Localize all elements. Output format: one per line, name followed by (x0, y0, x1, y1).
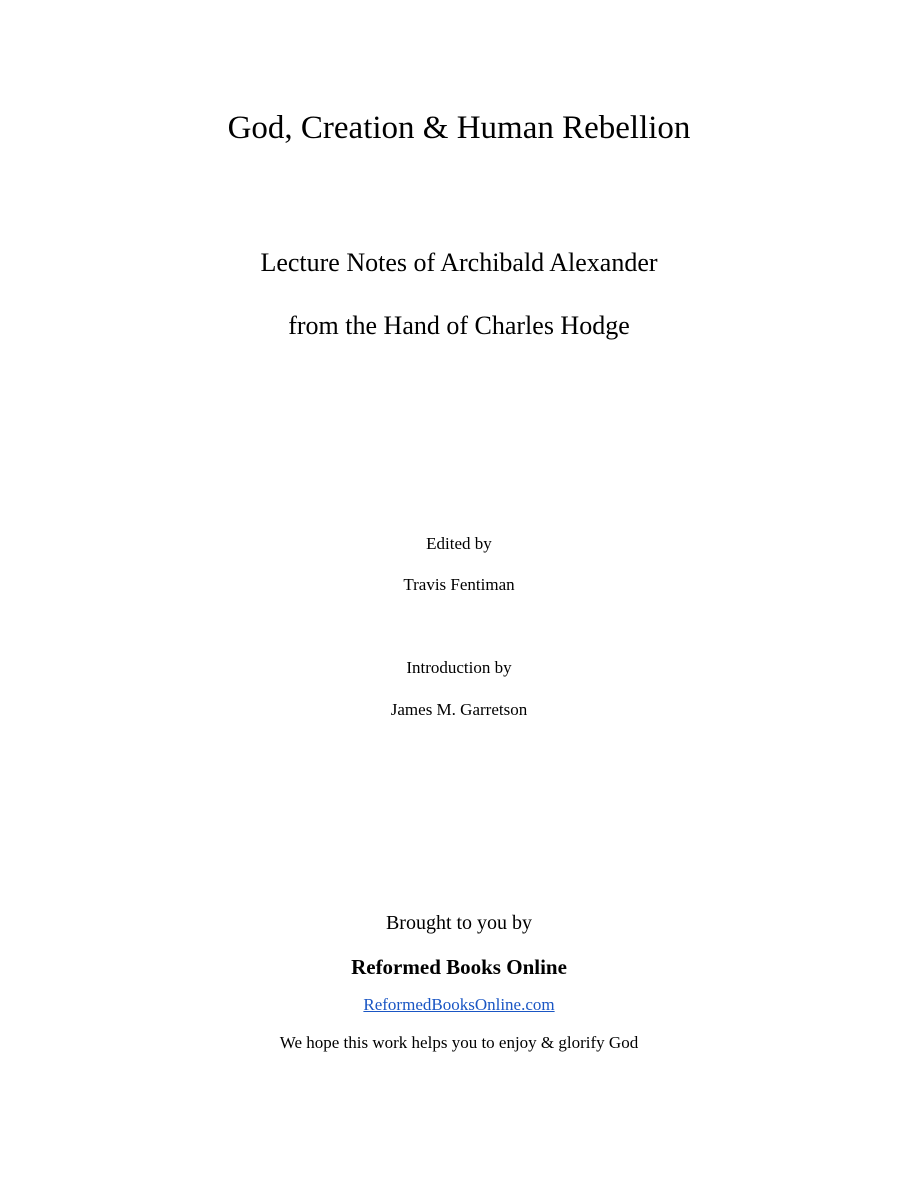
edited-by-label: Edited by (426, 534, 492, 553)
subtitle-line-2: from the Hand of Charles Hodge (288, 311, 630, 340)
tagline: We hope this work helps you to enjoy & glorify God (279, 1033, 639, 1052)
introduction-label: Introduction by (406, 658, 512, 677)
publisher-name: Reformed Books Online (351, 955, 567, 979)
website-link-wrapper (0, 996, 918, 1013)
subtitle-line-1: Lecture Notes of Archibald Alexander (260, 248, 658, 277)
introduction-author: James M. Garretson (390, 700, 528, 719)
brought-to-you-label: Brought to you by (385, 912, 533, 934)
website-link[interactable]: ReformedBooksOnline.com (363, 995, 555, 1014)
editor-name: Travis Fentiman (403, 575, 515, 594)
book-title: God, Creation & Human Rebellion (227, 110, 691, 146)
